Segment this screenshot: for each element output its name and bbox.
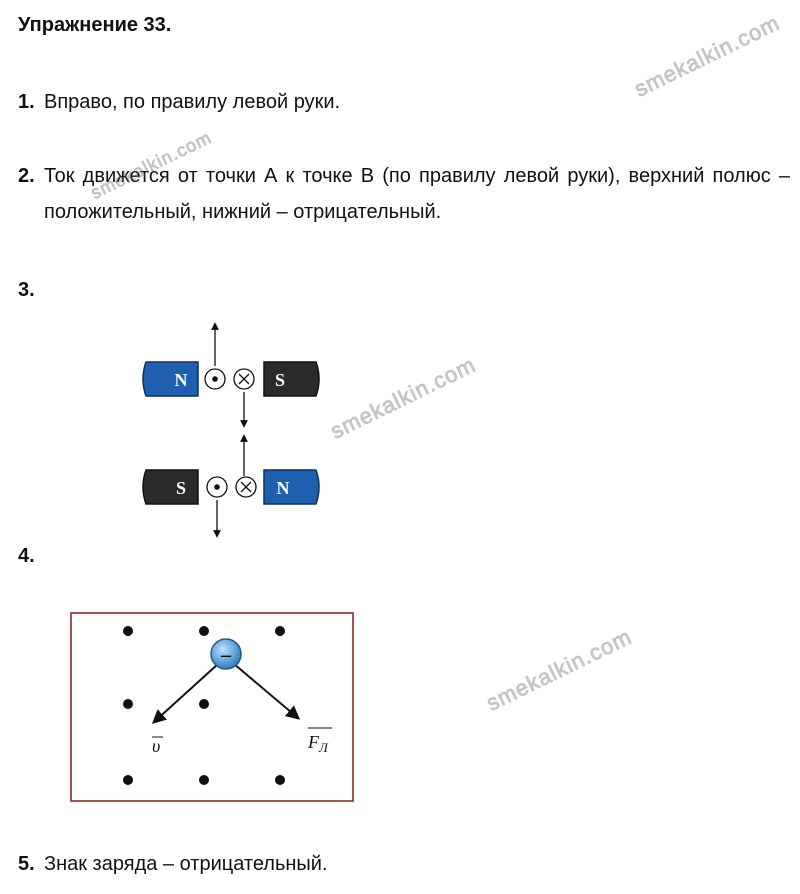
velocity-label: υ	[152, 736, 161, 756]
force-label: $F_Л$	[308, 732, 328, 755]
answer-5	[18, 846, 328, 882]
answer-2	[18, 158, 790, 230]
field-frame	[71, 613, 353, 801]
answer-text: Ток движется от точки А к точке В (по правилу левой руки), верхний полюс – положительный, нижний – отрицательный.	[44, 165, 790, 223]
answer-4	[18, 538, 44, 574]
answer-number: 4.	[18, 545, 35, 567]
watermark: smekalkin.com	[630, 9, 784, 102]
answer-text: Вправо, по правилу левой руки.	[44, 91, 341, 113]
answer-3	[18, 272, 44, 308]
magnet-top-right	[264, 362, 319, 396]
answer-number: 3.	[18, 279, 35, 301]
magnet-diagram	[140, 320, 340, 540]
pole-label-top-left: N	[174, 370, 188, 390]
pole-label-top-right: S	[274, 370, 286, 390]
answer-number: 5.	[18, 853, 35, 875]
answer-number: 1.	[18, 91, 35, 113]
pole-label-bottom-right: N	[276, 478, 290, 498]
page-title: Упражнение 33.	[18, 14, 172, 36]
charge-diagram	[70, 612, 354, 802]
answer-1	[18, 84, 340, 120]
current-in-conductor	[234, 369, 254, 389]
watermark: smekalkin.com	[87, 127, 215, 204]
answer-text: Знак заряда – отрицательный.	[44, 853, 328, 875]
watermark: smekalkin.com	[482, 623, 636, 716]
magnet-bottom-right	[264, 470, 319, 504]
answer-number: 2.	[18, 165, 35, 187]
pole-label-bottom-left: S	[175, 478, 187, 498]
magnet-bottom-left	[143, 470, 198, 504]
current-in-conductor-2	[236, 477, 256, 497]
watermark: smekalkin.com	[326, 351, 480, 444]
negative-charge	[211, 639, 241, 669]
magnet-top-left	[143, 362, 198, 396]
svg-text:–: –	[221, 644, 231, 666]
